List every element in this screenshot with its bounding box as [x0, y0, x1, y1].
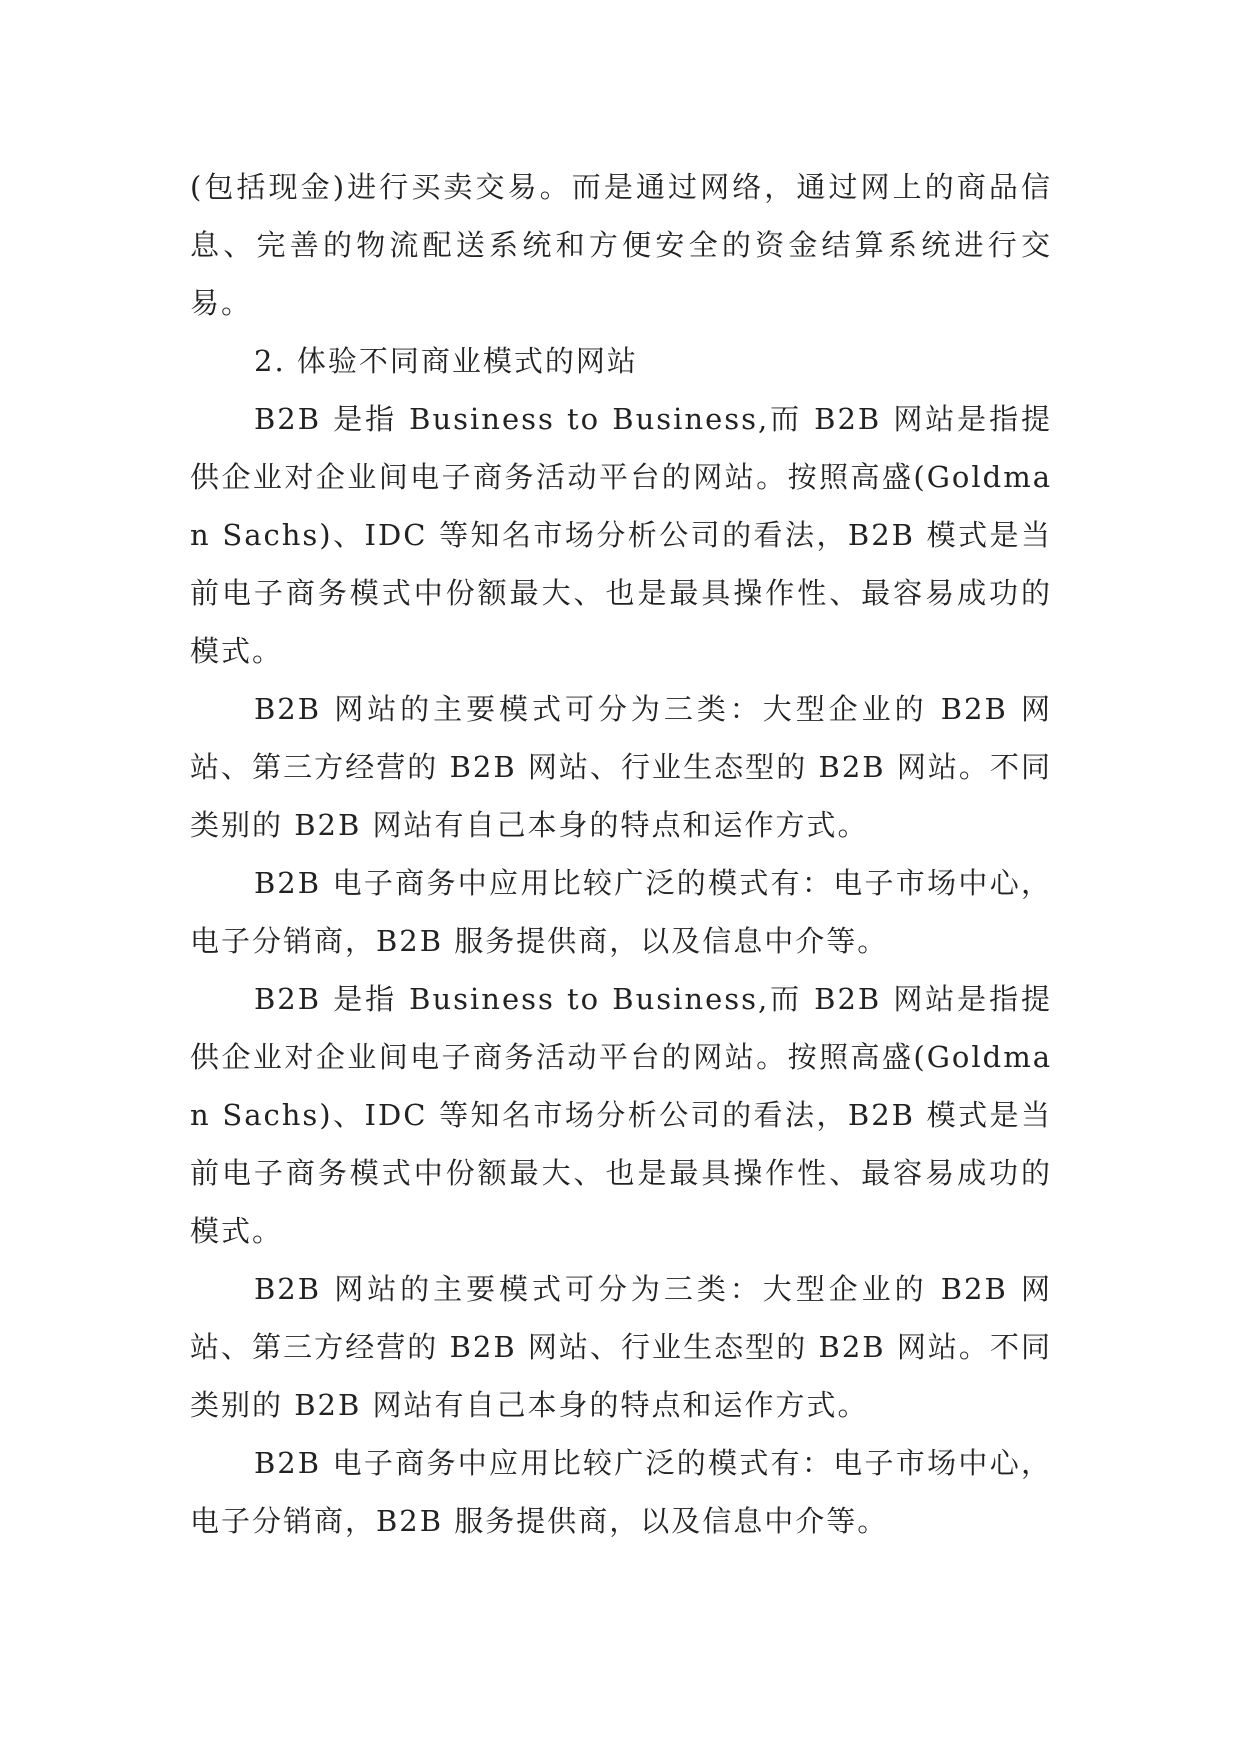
paragraph-b2b-types: B2B 网站的主要模式可分为三类：大型企业的 B2B 网站、第三方经营的 B2B 网站、行业生态型的 B2B 网站。不同类别的 B2B 网站有自己本身的特点和运作方式。 — [190, 692, 1052, 842]
section-heading: 2. 体验不同商业模式的网站 — [254, 344, 638, 378]
paragraph-b2b-models: B2B 电子商务中应用比较广泛的模式有：电子市场中心，电子分销商，B2B 服务提供商，以及信息中介等。 — [190, 866, 1052, 958]
paragraph-b2b-types-repeat: B2B 网站的主要模式可分为三类：大型企业的 B2B 网站、第三方经营的 B2B 网站、行业生态型的 B2B 网站。不同类别的 B2B 网站有自己本身的特点和运作方式。 — [190, 1272, 1052, 1422]
paragraph-b2b-definition-repeat: B2B 是指 Business to Business,而 B2B 网站是指提供企业对企业间电子商务活动平台的网站。按照高盛(Goldman Sachs)、IDC 等知名市场分析公司的看法，B2B 模式是当前电子商务模式中份额最大、也是最具操作性、最容易成功的模式。 — [190, 982, 1052, 1248]
paragraph-b2b-models-repeat: B2B 电子商务中应用比较广泛的模式有：电子市场中心，电子分销商，B2B 服务提供商，以及信息中介等。 — [190, 1446, 1052, 1538]
document-body — [190, 158, 1052, 1550]
paragraph-b2b-definition: B2B 是指 Business to Business,而 B2B 网站是指提供企业对企业间电子商务活动平台的网站。按照高盛(Goldman Sachs)、IDC 等知名市场分析公司的看法，B2B 模式是当前电子商务模式中份额最大、也是最具操作性、最容易成功的模式。 — [190, 402, 1052, 668]
paragraph-continuation: (包括现金)进行买卖交易。而是通过网络，通过网上的商品信息、完善的物流配送系统和方便安全的资金结算系统进行交易。 — [190, 170, 1052, 320]
